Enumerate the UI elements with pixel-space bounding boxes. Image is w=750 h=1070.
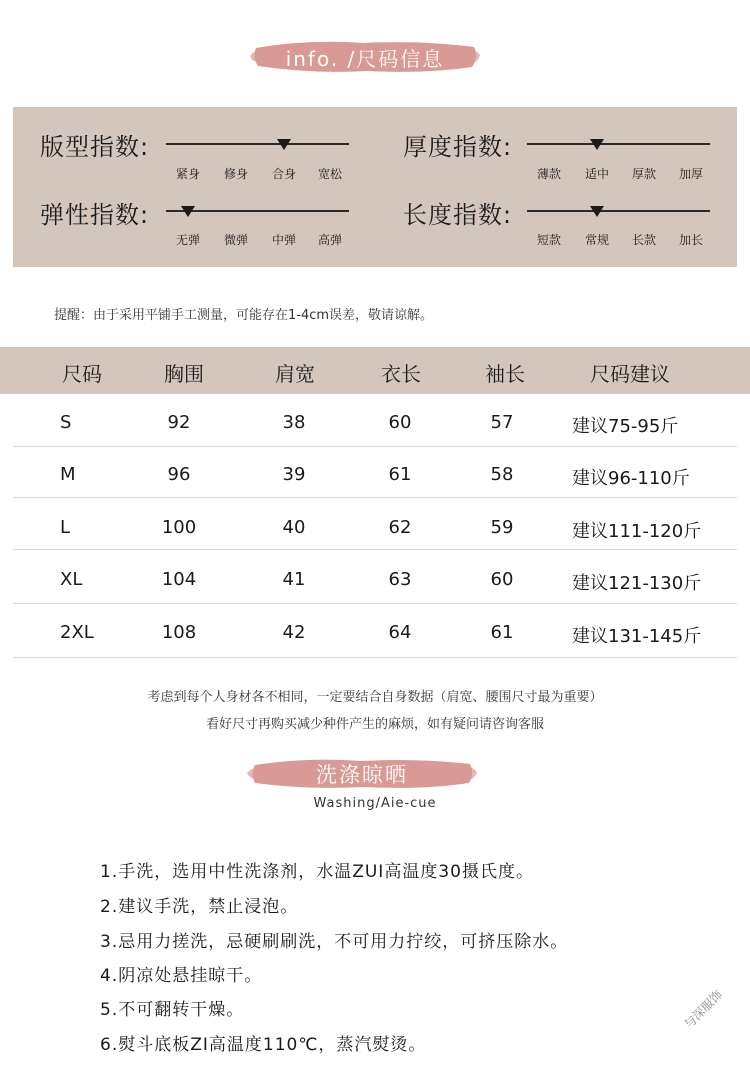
row-divider <box>13 497 737 498</box>
wash-instruction-item: 1.手洗，选用中性洗涤剂，水温ZUI高温度30摄氏度。 <box>100 862 534 882</box>
fit-index-scale-line <box>166 143 349 145</box>
size-table-cell: 58 <box>490 464 514 485</box>
fit-index-marker-icon <box>277 139 291 150</box>
wash-banner-title: 洗涤晾晒 <box>316 763 408 787</box>
size-table-cell: 62 <box>388 517 412 538</box>
tip-line-1: 考虑到每个人身材各不相同，一定要结合自身数据（肩宽、腰围尺寸最为重要） <box>147 690 603 705</box>
fit-index-option: 修身 <box>223 167 248 181</box>
info-banner-title: info. /尺码信息 <box>285 47 445 71</box>
size-table-cell: 108 <box>161 622 197 643</box>
size-table-cell: S <box>60 412 72 433</box>
size-table-cell: L <box>60 517 71 538</box>
wash-instruction-item: 3.忌用力搓洗，忌硬刷刷洗，不可用力拧绞，可挤压除水。 <box>100 932 569 952</box>
size-table-cell: 建议121-130斤 <box>572 573 702 594</box>
size-table-header-cell: 尺码 <box>62 362 102 386</box>
size-table-cell: 建议96-110斤 <box>572 468 690 489</box>
info-banner <box>250 38 480 76</box>
fit-index-option: 高弹 <box>317 233 342 247</box>
size-table-cell: 建议131-145斤 <box>572 626 702 647</box>
size-table-cell: 41 <box>282 569 306 590</box>
size-table-cell: XL <box>60 569 83 590</box>
row-divider <box>13 446 737 447</box>
fit-index-option: 薄款 <box>536 167 561 181</box>
size-table-cell: 42 <box>282 622 306 643</box>
size-table-cell: 61 <box>388 464 412 485</box>
size-table-cell: 61 <box>490 622 514 643</box>
fit-index-label: 厚度指数: <box>403 133 513 161</box>
size-table-header-cell: 肩宽 <box>275 362 315 386</box>
fit-index-scale-line <box>527 210 710 212</box>
fit-index-marker-icon <box>590 206 604 217</box>
fit-index-label: 版型指数: <box>40 133 150 161</box>
size-table-cell: 38 <box>282 412 306 433</box>
measurement-note: 提醒：由于采用平铺手工测量，可能存在1-4cm误差，敬请谅解。 <box>54 308 434 323</box>
wash-banner-subtitle: Washing/Aie-cue <box>313 796 437 811</box>
size-table-cell: 40 <box>282 517 306 538</box>
fit-index-option: 紧身 <box>175 167 200 181</box>
size-table-cell: M <box>60 464 76 485</box>
size-table-cell: 57 <box>490 412 514 433</box>
size-table-cell: 104 <box>161 569 197 590</box>
size-table-cell: 60 <box>388 412 412 433</box>
shop-watermark: 与深服饰 <box>681 987 726 1032</box>
fit-index-option: 短款 <box>536 233 561 247</box>
size-table-header-cell: 胸围 <box>164 362 204 386</box>
size-table-cell: 建议75-95斤 <box>572 416 679 437</box>
size-table-header-cell: 袖长 <box>485 362 525 386</box>
size-table-cell: 2XL <box>60 622 94 643</box>
size-table-cell: 64 <box>388 622 412 643</box>
size-table-cell: 96 <box>167 464 191 485</box>
fit-index-marker-icon <box>181 206 195 217</box>
size-table-cell: 92 <box>167 412 191 433</box>
fit-index-option: 中弹 <box>271 233 296 247</box>
size-table-cell: 63 <box>388 569 412 590</box>
size-table-header-cell: 尺码建议 <box>590 362 670 386</box>
fit-index-option: 常规 <box>584 233 609 247</box>
fit-index-option: 宽松 <box>317 167 342 181</box>
fit-index-option: 适中 <box>584 167 609 181</box>
fit-index-option: 厚款 <box>631 167 656 181</box>
row-divider <box>13 603 737 604</box>
fit-index-option: 合身 <box>271 167 296 181</box>
size-table-header-cell: 衣长 <box>381 362 421 386</box>
wash-instruction-item: 6.熨斗底板ZI高温度110℃，蒸汽熨烫。 <box>100 1035 427 1055</box>
size-table-cell: 60 <box>490 569 514 590</box>
fit-index-option: 加长 <box>678 233 703 247</box>
fit-index-option: 无弹 <box>175 233 200 247</box>
row-divider <box>13 657 737 658</box>
fit-index-label: 长度指数: <box>403 201 513 229</box>
wash-banner <box>247 756 477 792</box>
wash-instruction-item: 2.建议手洗，禁止浸泡。 <box>100 897 299 917</box>
size-table-cell: 39 <box>282 464 306 485</box>
tip-line-2: 看好尺寸再购买减少种件产生的麻烦，如有疑问请咨询客服 <box>205 717 544 732</box>
fit-index-option: 长款 <box>631 233 656 247</box>
row-divider <box>13 549 737 550</box>
size-table-cell: 100 <box>161 517 197 538</box>
fit-index-scale-line <box>527 143 710 145</box>
fit-index-option: 加厚 <box>678 167 703 181</box>
fit-index-marker-icon <box>590 139 604 150</box>
wash-instruction-item: 4.阴凉处悬挂晾干。 <box>100 966 263 986</box>
fit-index-label: 弹性指数: <box>40 201 150 229</box>
size-table-cell: 建议111-120斤 <box>572 521 702 542</box>
fit-index-option: 微弹 <box>223 233 248 247</box>
wash-instruction-item: 5.不可翻转干燥。 <box>100 1000 245 1020</box>
size-table-cell: 59 <box>490 517 514 538</box>
